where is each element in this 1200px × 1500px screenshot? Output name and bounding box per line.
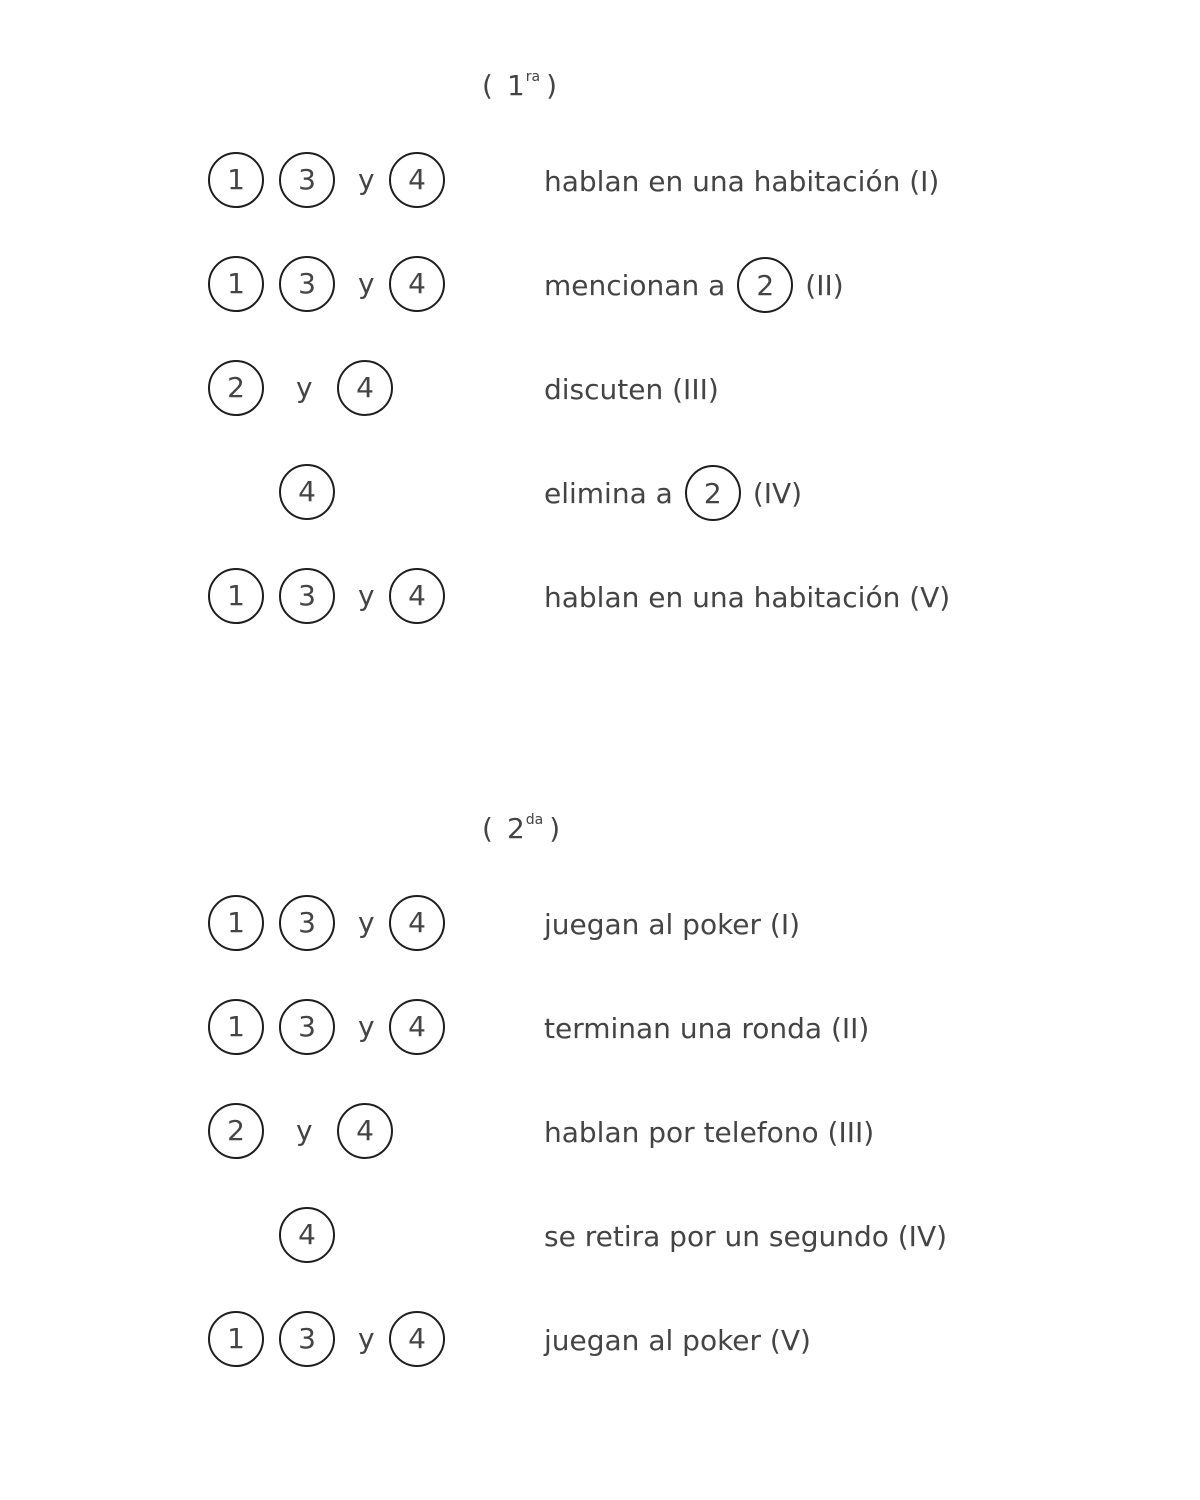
description-text-after: (IV) xyxy=(752,476,803,510)
section-2-title-suffix: da xyxy=(525,812,544,828)
conjunction: y xyxy=(358,1010,375,1043)
section-2-row-3 xyxy=(0,1101,1200,1163)
actor-circle: 4 xyxy=(389,256,445,312)
description-text: terminan una ronda (II) xyxy=(544,1011,870,1045)
target-circle: 2 xyxy=(685,465,741,521)
row-description xyxy=(544,997,869,1059)
actor-circle: 3 xyxy=(279,152,335,208)
row-description xyxy=(544,566,950,628)
actor-circle: 4 xyxy=(279,464,335,520)
actor-circle: 1 xyxy=(208,568,264,624)
row-description xyxy=(544,150,939,212)
conjunction: y xyxy=(358,1322,375,1355)
row-description xyxy=(544,358,719,420)
actor-circle: 4 xyxy=(389,152,445,208)
row-description xyxy=(544,1309,811,1371)
section-1-row-4 xyxy=(0,462,1200,524)
section-2-row-5 xyxy=(0,1309,1200,1371)
conjunction: y xyxy=(296,371,313,404)
description-text-before: elimina a xyxy=(544,476,673,510)
section-1-title-number: 1 xyxy=(506,69,525,102)
section-1-row-3 xyxy=(0,358,1200,420)
section-2-row-2 xyxy=(0,997,1200,1059)
row-description xyxy=(544,1205,947,1267)
actor-circle: 4 xyxy=(337,1103,393,1159)
section-2-row-1 xyxy=(0,893,1200,955)
section-2-row-4 xyxy=(0,1205,1200,1267)
row-description xyxy=(544,893,800,955)
conjunction: y xyxy=(358,579,375,612)
conjunction: y xyxy=(296,1114,313,1147)
actor-circle: 3 xyxy=(279,1311,335,1367)
actor-circle: 1 xyxy=(208,1311,264,1367)
actor-circle: 1 xyxy=(208,895,264,951)
actor-circle: 2 xyxy=(208,360,264,416)
actor-circle: 3 xyxy=(279,999,335,1055)
row-description xyxy=(544,462,802,524)
conjunction: y xyxy=(358,267,375,300)
actor-circle: 4 xyxy=(389,895,445,951)
actor-circle: 4 xyxy=(389,1311,445,1367)
description-text: juegan al poker (I) xyxy=(544,907,801,941)
section-1-title-close: ) xyxy=(546,69,558,102)
conjunction: y xyxy=(358,163,375,196)
actor-circle: 1 xyxy=(208,152,264,208)
description-text: hablan en una habitación (I) xyxy=(544,164,940,198)
actor-circle: 4 xyxy=(337,360,393,416)
section-2-title-number: 2 xyxy=(506,812,525,845)
description-text: hablan por telefono (III) xyxy=(544,1115,875,1149)
actor-circle: 1 xyxy=(208,999,264,1055)
target-circle: 2 xyxy=(737,257,793,313)
actor-circle: 4 xyxy=(389,999,445,1055)
section-1-title-suffix: ra xyxy=(525,69,541,85)
conjunction: y xyxy=(358,906,375,939)
description-text-before: mencionan a xyxy=(544,268,726,302)
section-1-row-1 xyxy=(0,150,1200,212)
actor-circle: 3 xyxy=(279,895,335,951)
row-description xyxy=(544,1101,874,1163)
actor-circle: 4 xyxy=(279,1207,335,1263)
section-1-row-2 xyxy=(0,254,1200,316)
actor-circle: 3 xyxy=(279,256,335,312)
section-1-title xyxy=(482,60,557,103)
actor-circle: 1 xyxy=(208,256,264,312)
actor-circle: 3 xyxy=(279,568,335,624)
section-1-title-open: ( xyxy=(482,69,493,102)
section-2-title-open: ( xyxy=(482,812,493,845)
row-description xyxy=(544,254,844,316)
description-text-after: (II) xyxy=(805,268,844,302)
description-text: discuten (III) xyxy=(544,372,719,406)
section-2-title-close: ) xyxy=(549,812,561,845)
actor-circle: 4 xyxy=(389,568,445,624)
section-2-title xyxy=(482,803,560,846)
description-text: juegan al poker (V) xyxy=(544,1323,811,1357)
description-text: hablan en una habitación (V) xyxy=(544,580,951,614)
description-text: se retira por un segundo (IV) xyxy=(544,1219,948,1253)
section-1-row-5 xyxy=(0,566,1200,628)
actor-circle: 2 xyxy=(208,1103,264,1159)
